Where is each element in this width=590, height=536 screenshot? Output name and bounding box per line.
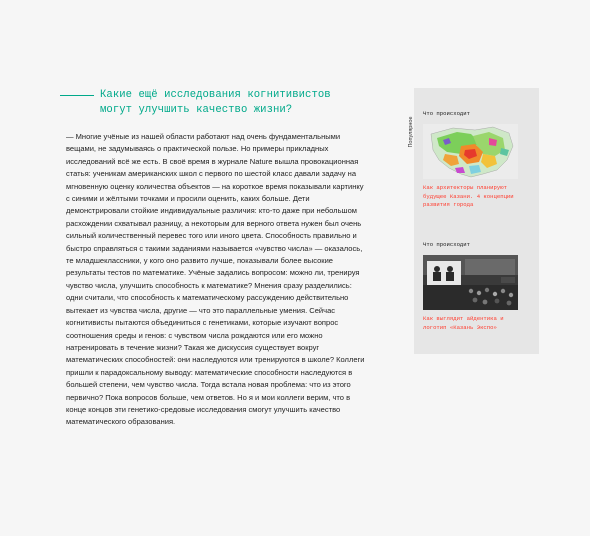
card-title-link[interactable]: Как выглядит айдентика и логотип «Казань Экспо»	[423, 315, 504, 331]
heading-rule	[60, 95, 94, 96]
popular-card-1[interactable]	[423, 110, 523, 210]
card-title-link[interactable]: Как архитекторы планируют будущее Казани. 4 концепции развития города	[423, 184, 514, 209]
sidebar-label: Популярное	[408, 116, 414, 148]
article-body: — Многие учёные из нашей области работают над очень фундаментальными вещами, не задумываясь о практической пользе. Но примеры прикладных исследований всё же есть. В своё время в журнале Nature вышла провокационная статья: ученикам американских школ с первого по шестой класс давали задачу на мгновенную оценку количества объектов — на короткое время показывали картинку с синими и жёлтыми точками и просили оценить, каких больше. Дети демонстрировали стойкие индивидуальные различия: кто-то даже при небольшом расхождении схватывал разницу, а некоторым для верного ответа нужен был очень сильный количественный перевес того или иного цвета. Способность правильно и быстро справляться с такими заданиями называется «чувство числа» — оказалось, те младшеклассники, у кого оно развито лучше, показывали более высокие результаты тестов по математике. Учёные задались вопросом: можно ли, тренируя чувство числа, улучшить способность к математике? Мнения сразу разделились: одни считали, что способность к математическому рассуждению действительно вытекает из чувства числа, другие — что это параллельные умения. Сейчас когнитивисты пытаются объединиться с генетиками, которые изучают вопрос соотношения среды и генов: с чувством числа рождаются или его можно натренировать в течение жизни? Такая же дискуссия существует вокруг математических способностей: они наследуются или тренируются в школе? Коллеги пришли к парадоксальному выводу: математические способности наследуются в большей степени, чем чувство числа. Тогда встала новая проблема: что из этого первично? Пока вопросов больше, чем ответов. Но я и мои коллеги верим, что в конце концов эти генетико-средовые исследования смогут улучшить качество математического образования.	[66, 132, 365, 427]
city-map-image[interactable]	[423, 124, 518, 179]
article	[66, 88, 366, 429]
popular-card-2[interactable]	[423, 241, 523, 332]
article-heading: Какие ещё исследования когнитивистов могут улучшить качество жизни?	[100, 89, 331, 116]
popular-sidebar	[408, 88, 539, 354]
card-kicker: Что происходит	[423, 241, 470, 248]
card-kicker: Что происходит	[423, 110, 470, 117]
presentation-photo[interactable]	[423, 255, 518, 310]
